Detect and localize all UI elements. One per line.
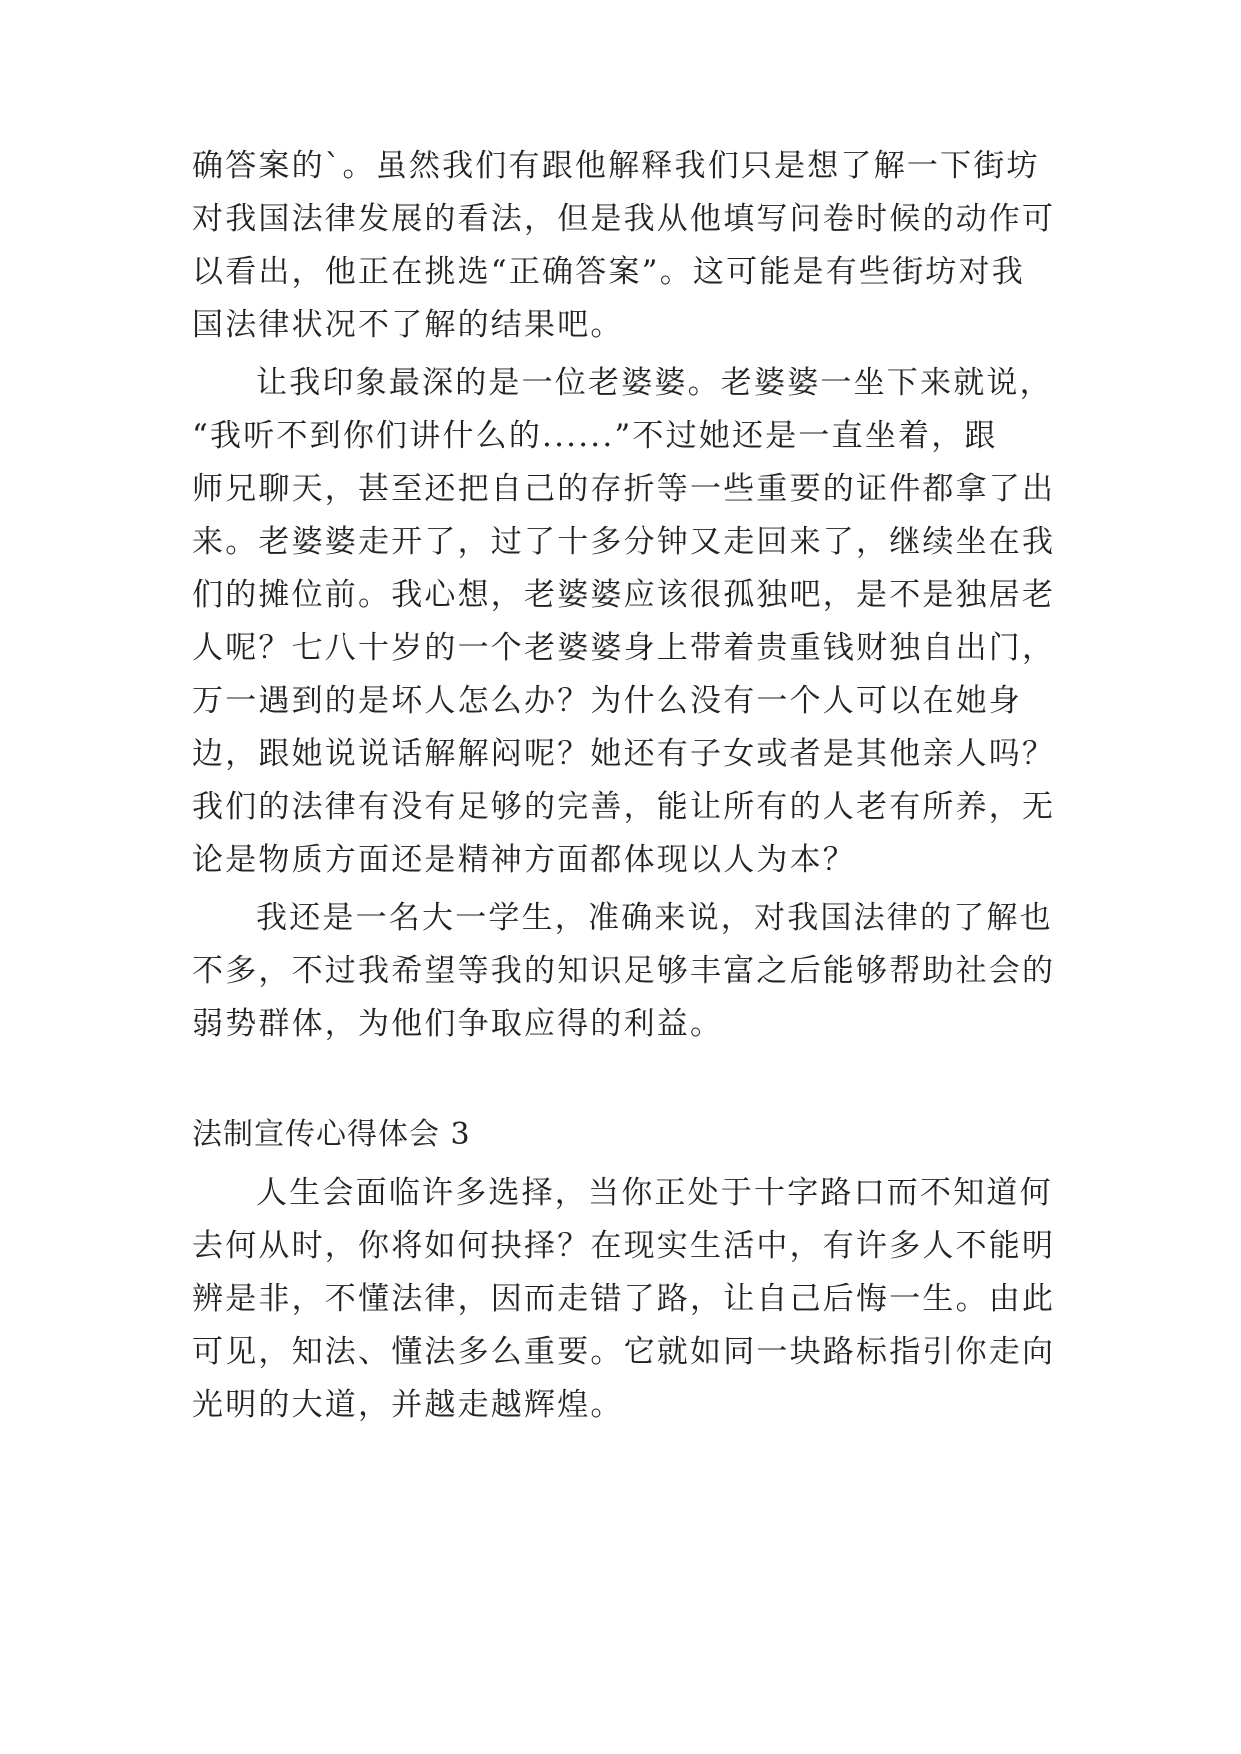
paragraph-line: 弱势群体，为他们争取应得的利益。 — [192, 1006, 724, 1042]
paragraph-line: 人呢？七八十岁的一个老婆婆身上带着贵重钱财独自出门， — [192, 630, 1056, 666]
paragraph-line: 国法律状况不了解的结果吧。 — [192, 307, 624, 343]
paragraph-line: 们的摊位前。我心想，老婆婆应该很孤独吧，是不是独居老 — [192, 577, 1056, 613]
paragraph-line: 以看出，他正在挑选“正确答案”。这可能是有些街坊对我 — [192, 254, 1025, 290]
paragraph-line: 论是物质方面还是精神方面都体现以人为本？ — [192, 842, 856, 878]
paragraph-line: 确答案的`。虽然我们有跟他解释我们只是想了解一下街坊 — [192, 148, 1040, 184]
paragraph-line: 人生会面临许多选择，当你正处于十字路口而不知道何 — [256, 1175, 1053, 1211]
paragraph-line: 我们的法律有没有足够的完善，能让所有的人老有所养，无 — [192, 789, 1056, 825]
paragraph-line: 可见，知法、懂法多么重要。它就如同一块路标指引你走向 — [192, 1334, 1056, 1370]
paragraph-line: 不多，不过我希望等我的知识足够丰富之后能够帮助社会的 — [192, 953, 1056, 989]
paragraph-line: 光明的大道，并越走越辉煌。 — [192, 1387, 624, 1423]
paragraph-line: 万一遇到的是坏人怎么办？为什么没有一个人可以在她身 — [192, 683, 1022, 719]
paragraph-line: “我听不到你们讲什么的......”不过她还是一直坐着，跟 — [192, 418, 998, 454]
paragraph-line: 辨是非，不懂法律，因而走错了路，让自己后悔一生。由此 — [192, 1281, 1056, 1317]
paragraph-line: 边，跟她说说话解解闷呢？她还有子女或者是其他亲人吗？ — [192, 736, 1056, 772]
paragraph-line: 来。老婆婆走开了，过了十多分钟又走回来了，继续坐在我 — [192, 524, 1056, 560]
section-heading: 法制宣传心得体会 3 — [192, 1117, 471, 1152]
paragraph-line: 我还是一名大一学生，准确来说，对我国法律的了解也 — [256, 900, 1053, 936]
paragraph-line: 对我国法律发展的看法，但是我从他填写问卷时候的动作可 — [192, 201, 1056, 237]
paragraph-line: 师兄聊天，甚至还把自己的存折等一些重要的证件都拿了出 — [192, 471, 1056, 507]
paragraph-line: 去何从时，你将如何抉择？在现实生活中，有许多人不能明 — [192, 1228, 1056, 1264]
paragraph-line: 让我印象最深的是一位老婆婆。老婆婆一坐下来就说， — [256, 365, 1053, 401]
